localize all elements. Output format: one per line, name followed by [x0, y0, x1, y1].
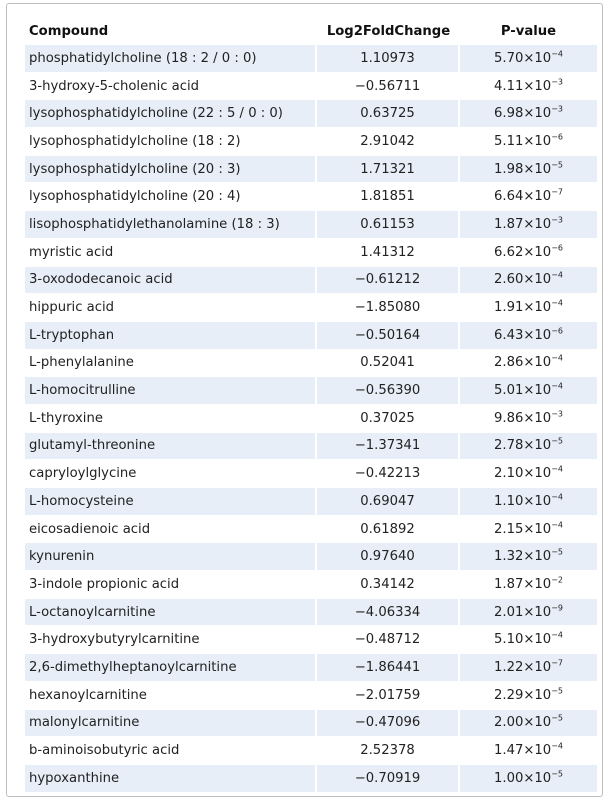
results-table — [25, 18, 597, 793]
p-value-exponent: −5 — [551, 160, 563, 170]
cell-p-value — [460, 571, 597, 599]
p-value-mantissa: 2.78×10 — [494, 438, 552, 454]
p-value-mantissa: 5.01×10 — [494, 383, 552, 399]
table-row — [25, 682, 597, 710]
cell-fold-change: 0.52041 — [317, 350, 460, 378]
header-p-value: P-value — [500, 24, 557, 39]
table-row — [25, 377, 597, 405]
cell-compound: L-thyroxine — [25, 405, 317, 433]
table-row — [25, 294, 597, 322]
p-value-exponent: −4 — [551, 464, 563, 474]
table-row — [25, 737, 597, 765]
cell-compound: 2,6-dimethylheptanoylcarnitine — [25, 654, 317, 682]
cell-p-value — [460, 682, 597, 710]
p-value-exponent: −5 — [551, 547, 563, 557]
cell-compound: L-homocitrulline — [25, 377, 317, 405]
cell-p-value — [460, 710, 597, 738]
cell-p-value — [460, 128, 597, 156]
table-row — [25, 100, 597, 128]
p-value-mantissa: 5.11×10 — [494, 133, 552, 149]
cell-fold-change: −0.70919 — [317, 765, 460, 793]
p-value-mantissa: 1.32×10 — [494, 549, 552, 565]
p-value-mantissa: 6.64×10 — [494, 189, 552, 205]
p-value-exponent: −4 — [551, 630, 563, 640]
cell-fold-change: 0.61153 — [317, 211, 460, 239]
cell-p-value — [460, 737, 597, 765]
p-value-exponent: −3 — [551, 409, 563, 419]
p-value-exponent: −4 — [551, 492, 563, 502]
cell-p-value — [460, 183, 597, 211]
cell-fold-change: −1.85080 — [317, 294, 460, 322]
p-value-exponent: −9 — [551, 603, 563, 613]
cell-p-value — [460, 543, 597, 571]
p-value-mantissa: 1.47×10 — [494, 743, 552, 759]
table-row — [25, 516, 597, 544]
cell-fold-change: −0.48712 — [317, 626, 460, 654]
header-compound: Compound — [29, 24, 109, 39]
cell-fold-change: −4.06334 — [317, 599, 460, 627]
p-value-exponent: −5 — [551, 437, 563, 447]
table-row — [25, 405, 597, 433]
cell-fold-change: −1.86441 — [317, 654, 460, 682]
p-value-mantissa: 2.10×10 — [494, 466, 552, 482]
cell-compound: 3-hydroxy-5-cholenic acid — [25, 73, 317, 101]
cell-compound: L-octanoylcarnitine — [25, 599, 317, 627]
p-value-mantissa: 2.60×10 — [494, 272, 552, 288]
cell-fold-change: 1.10973 — [317, 45, 460, 73]
cell-p-value — [460, 100, 597, 128]
p-value-mantissa: 9.86×10 — [494, 410, 552, 426]
cell-compound: lysophosphatidylcholine (22 : 5 / 0 : 0) — [25, 100, 317, 128]
p-value-exponent: −4 — [551, 520, 563, 530]
cell-p-value — [460, 626, 597, 654]
p-value-exponent: −4 — [551, 49, 563, 59]
p-value-mantissa: 2.00×10 — [494, 715, 552, 731]
table-body — [25, 45, 597, 793]
table-row — [25, 571, 597, 599]
p-value-mantissa: 1.10×10 — [494, 493, 552, 509]
cell-compound: hypoxanthine — [25, 765, 317, 793]
p-value-mantissa: 1.91×10 — [494, 300, 552, 316]
cell-fold-change: −2.01759 — [317, 682, 460, 710]
p-value-mantissa: 1.87×10 — [494, 576, 552, 592]
cell-fold-change: 0.61892 — [317, 516, 460, 544]
cell-compound: L-homocysteine — [25, 488, 317, 516]
cell-p-value — [460, 294, 597, 322]
cell-p-value — [460, 156, 597, 184]
cell-compound: lysophosphatidylcholine (20 : 3) — [25, 156, 317, 184]
p-value-mantissa: 2.29×10 — [494, 687, 552, 703]
cell-p-value — [460, 460, 597, 488]
table-row — [25, 267, 597, 295]
table-row — [25, 239, 597, 267]
cell-compound: kynurenin — [25, 543, 317, 571]
p-value-exponent: −4 — [551, 270, 563, 280]
p-value-mantissa: 6.62×10 — [494, 244, 552, 260]
cell-fold-change: 0.37025 — [317, 405, 460, 433]
cell-fold-change: 0.97640 — [317, 543, 460, 571]
header-fold-change: Log2FoldChange — [326, 24, 451, 39]
p-value-exponent: −7 — [551, 658, 563, 668]
p-value-exponent: −4 — [551, 741, 563, 751]
p-value-exponent: −2 — [551, 575, 563, 585]
table-row — [25, 45, 597, 73]
cell-compound: glutamyl-threonine — [25, 433, 317, 461]
cell-compound: malonylcarnitine — [25, 710, 317, 738]
cell-p-value — [460, 45, 597, 73]
cell-p-value — [460, 405, 597, 433]
table-frame — [6, 3, 603, 797]
cell-fold-change: −0.42213 — [317, 460, 460, 488]
table-header — [25, 18, 597, 45]
p-value-exponent: −5 — [551, 713, 563, 723]
cell-compound: b-aminoisobutyric acid — [25, 737, 317, 765]
p-value-mantissa: 1.00×10 — [494, 770, 552, 786]
cell-compound: hippuric acid — [25, 294, 317, 322]
p-value-mantissa: 2.15×10 — [494, 521, 552, 537]
table-row — [25, 350, 597, 378]
p-value-exponent: −5 — [551, 769, 563, 779]
cell-compound: lisophosphatidylethanolamine (18 : 3) — [25, 211, 317, 239]
p-value-exponent: −5 — [551, 686, 563, 696]
p-value-exponent: −4 — [551, 354, 563, 364]
cell-p-value — [460, 73, 597, 101]
p-value-mantissa: 4.11×10 — [494, 78, 552, 94]
cell-fold-change: 0.34142 — [317, 571, 460, 599]
p-value-mantissa: 1.87×10 — [494, 216, 552, 232]
cell-p-value — [460, 211, 597, 239]
cell-compound: phosphatidylcholine (18 : 2 / 0 : 0) — [25, 45, 317, 73]
p-value-mantissa: 2.01×10 — [494, 604, 552, 620]
cell-fold-change: 2.91042 — [317, 128, 460, 156]
table-row — [25, 322, 597, 350]
table-row — [25, 460, 597, 488]
table-row — [25, 710, 597, 738]
p-value-exponent: −6 — [551, 132, 563, 142]
cell-compound: L-tryptophan — [25, 322, 317, 350]
cell-compound: 3-indole propionic acid — [25, 571, 317, 599]
cell-p-value — [460, 654, 597, 682]
p-value-mantissa: 6.98×10 — [494, 106, 552, 122]
p-value-mantissa: 5.70×10 — [494, 50, 552, 66]
table-row — [25, 433, 597, 461]
p-value-mantissa: 1.98×10 — [494, 161, 552, 177]
cell-fold-change: 1.41312 — [317, 239, 460, 267]
cell-fold-change: −0.61212 — [317, 267, 460, 295]
table-row — [25, 599, 597, 627]
p-value-exponent: −3 — [551, 215, 563, 225]
p-value-exponent: −4 — [551, 381, 563, 391]
table-row — [25, 183, 597, 211]
cell-compound: L-phenylalanine — [25, 350, 317, 378]
cell-fold-change: 0.63725 — [317, 100, 460, 128]
cell-fold-change: −0.50164 — [317, 322, 460, 350]
table-row — [25, 488, 597, 516]
cell-fold-change: −0.47096 — [317, 710, 460, 738]
p-value-mantissa: 1.22×10 — [494, 659, 552, 675]
header-row — [25, 18, 597, 45]
p-value-exponent: −3 — [551, 77, 563, 87]
cell-fold-change: −1.37341 — [317, 433, 460, 461]
table-row — [25, 626, 597, 654]
cell-p-value — [460, 599, 597, 627]
p-value-exponent: −3 — [551, 104, 563, 114]
p-value-mantissa: 5.10×10 — [494, 632, 552, 648]
cell-compound: 3-oxododecanoic acid — [25, 267, 317, 295]
cell-p-value — [460, 322, 597, 350]
table-row — [25, 128, 597, 156]
cell-p-value — [460, 267, 597, 295]
cell-fold-change: 1.71321 — [317, 156, 460, 184]
table-row — [25, 73, 597, 101]
cell-fold-change: −0.56711 — [317, 73, 460, 101]
cell-p-value — [460, 488, 597, 516]
cell-compound: capryloylglycine — [25, 460, 317, 488]
p-value-exponent: −4 — [551, 298, 563, 308]
table-row — [25, 765, 597, 793]
table-row — [25, 156, 597, 184]
cell-p-value — [460, 239, 597, 267]
cell-compound: 3-hydroxybutyrylcarnitine — [25, 626, 317, 654]
cell-p-value — [460, 765, 597, 793]
cell-compound: lysophosphatidylcholine (20 : 4) — [25, 183, 317, 211]
cell-p-value — [460, 350, 597, 378]
table-row — [25, 211, 597, 239]
cell-compound: lysophosphatidylcholine (18 : 2) — [25, 128, 317, 156]
cell-fold-change: 1.81851 — [317, 183, 460, 211]
cell-compound: eicosadienoic acid — [25, 516, 317, 544]
table-row — [25, 543, 597, 571]
p-value-exponent: −6 — [551, 243, 563, 253]
p-value-mantissa: 2.86×10 — [494, 355, 552, 371]
cell-p-value — [460, 433, 597, 461]
cell-p-value — [460, 516, 597, 544]
p-value-mantissa: 6.43×10 — [494, 327, 552, 343]
table-row — [25, 654, 597, 682]
cell-fold-change: 0.69047 — [317, 488, 460, 516]
p-value-exponent: −7 — [551, 187, 563, 197]
p-value-exponent: −6 — [551, 326, 563, 336]
cell-p-value — [460, 377, 597, 405]
cell-compound: hexanoylcarnitine — [25, 682, 317, 710]
cell-compound: myristic acid — [25, 239, 317, 267]
cell-fold-change: −0.56390 — [317, 377, 460, 405]
cell-fold-change: 2.52378 — [317, 737, 460, 765]
